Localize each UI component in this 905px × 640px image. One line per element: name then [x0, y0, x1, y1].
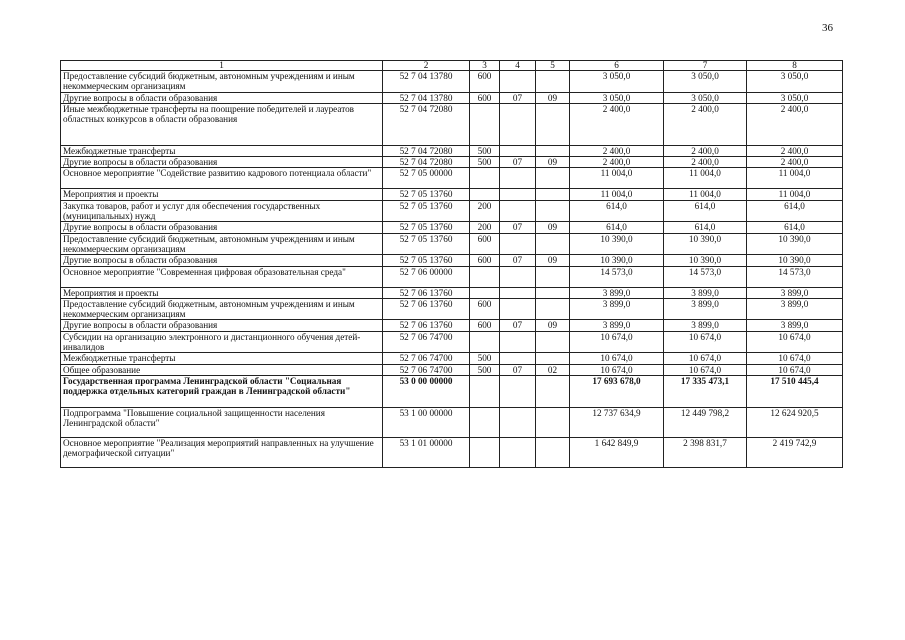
column-header-3: 3	[470, 61, 500, 71]
row-amount-col8: 14 573,0	[747, 266, 843, 287]
row-amount-col8: 12 624 920,5	[747, 407, 843, 437]
row-amount-col8: 3 899,0	[747, 320, 843, 331]
row-amount-col8: 10 674,0	[747, 364, 843, 375]
row-code: 52 7 06 13760	[383, 320, 470, 331]
row-name: Другие вопросы в области образования	[61, 92, 383, 103]
row-section	[500, 189, 536, 200]
row-section: 07	[500, 364, 536, 375]
row-amount-col6: 3 899,0	[570, 320, 664, 331]
row-amount-col8: 10 390,0	[747, 255, 843, 266]
table-row	[61, 222, 843, 233]
table-body	[61, 71, 843, 468]
row-subsection	[536, 200, 570, 222]
row-section	[500, 233, 536, 255]
row-name: Общее образование	[61, 364, 383, 375]
row-code: 52 7 05 13760	[383, 255, 470, 266]
row-name: Другие вопросы в области образования	[61, 255, 383, 266]
row-name: Субсидии на организацию электронного и дистанционного обучения детей-инвалидов	[61, 331, 383, 353]
row-subsection	[536, 407, 570, 437]
row-section: 07	[500, 320, 536, 331]
row-name: Основное мероприятие "Современная цифровая образовательная среда"	[61, 266, 383, 287]
row-amount-col8: 10 674,0	[747, 331, 843, 353]
row-subsection	[536, 287, 570, 298]
row-subsection	[536, 331, 570, 353]
row-code: 52 7 05 13760	[383, 200, 470, 222]
row-amount-col6: 3 050,0	[570, 92, 664, 103]
row-amount-col8: 3 050,0	[747, 71, 843, 93]
row-subsection	[536, 189, 570, 200]
table-row	[61, 189, 843, 200]
row-subsection	[536, 145, 570, 156]
header-row	[61, 61, 843, 71]
row-amount-col6: 2 400,0	[570, 103, 664, 145]
row-amount-col8: 2 400,0	[747, 157, 843, 168]
row-amount-col7: 10 390,0	[664, 255, 747, 266]
row-expense-type	[470, 375, 500, 407]
row-name: Иные межбюджетные трансферты на поощрение победителей и лауреатов областных конкурсов в области образования	[61, 103, 383, 145]
row-amount-col6: 10 390,0	[570, 255, 664, 266]
row-name: Межбюджетные трансферты	[61, 353, 383, 364]
column-header-5: 5	[536, 61, 570, 71]
row-section	[500, 103, 536, 145]
row-section: 07	[500, 222, 536, 233]
row-subsection: 09	[536, 157, 570, 168]
row-amount-col8: 2 419 742,9	[747, 437, 843, 467]
row-amount-col6: 3 899,0	[570, 287, 664, 298]
row-subsection: 09	[536, 92, 570, 103]
row-amount-col6: 10 674,0	[570, 353, 664, 364]
row-amount-col7: 2 398 831,7	[664, 437, 747, 467]
row-code: 52 7 06 74700	[383, 331, 470, 353]
row-section	[500, 287, 536, 298]
column-header-8: 8	[747, 61, 843, 71]
row-expense-type: 200	[470, 200, 500, 222]
row-amount-col7: 17 335 473,1	[664, 375, 747, 407]
column-header-7: 7	[664, 61, 747, 71]
row-amount-col6: 614,0	[570, 222, 664, 233]
row-subsection	[536, 353, 570, 364]
table-row	[61, 437, 843, 467]
table-row	[61, 233, 843, 255]
column-header-6: 6	[570, 61, 664, 71]
row-amount-col8: 3 899,0	[747, 298, 843, 320]
table-row	[61, 298, 843, 320]
row-code: 52 7 06 13760	[383, 298, 470, 320]
row-subsection	[536, 375, 570, 407]
row-code: 53 1 00 00000	[383, 407, 470, 437]
row-section: 07	[500, 92, 536, 103]
row-code: 53 0 00 00000	[383, 375, 470, 407]
row-subsection: 02	[536, 364, 570, 375]
row-code: 52 7 04 72080	[383, 157, 470, 168]
row-amount-col6: 2 400,0	[570, 157, 664, 168]
row-subsection	[536, 103, 570, 145]
table-row	[61, 168, 843, 189]
row-expense-type: 500	[470, 353, 500, 364]
row-expense-type: 600	[470, 298, 500, 320]
row-name: Другие вопросы в области образования	[61, 157, 383, 168]
table-row	[61, 287, 843, 298]
row-amount-col6: 17 693 678,0	[570, 375, 664, 407]
row-expense-type	[470, 437, 500, 467]
row-amount-col7: 10 674,0	[664, 353, 747, 364]
row-amount-col7: 3 050,0	[664, 71, 747, 93]
row-amount-col7: 2 400,0	[664, 157, 747, 168]
row-code: 52 7 06 74700	[383, 353, 470, 364]
row-amount-col7: 3 899,0	[664, 320, 747, 331]
row-amount-col8: 2 400,0	[747, 103, 843, 145]
table-row	[61, 103, 843, 145]
row-expense-type	[470, 266, 500, 287]
row-amount-col6: 1 642 849,9	[570, 437, 664, 467]
page-number: 36	[822, 22, 833, 34]
row-code: 52 7 05 13760	[383, 189, 470, 200]
row-subsection	[536, 298, 570, 320]
row-name: Другие вопросы в области образования	[61, 222, 383, 233]
row-code: 52 7 06 00000	[383, 266, 470, 287]
row-name: Государственная программа Ленинградской области "Социальная поддержка отдельных категорий граждан в Ленинградской области"	[61, 375, 383, 407]
row-section	[500, 145, 536, 156]
row-amount-col7: 12 449 798,2	[664, 407, 747, 437]
row-section	[500, 200, 536, 222]
row-code: 52 7 05 13760	[383, 222, 470, 233]
table-row	[61, 157, 843, 168]
row-code: 52 7 06 13760	[383, 287, 470, 298]
row-amount-col8: 10 674,0	[747, 353, 843, 364]
row-expense-type	[470, 407, 500, 437]
row-amount-col6: 3 050,0	[570, 71, 664, 93]
row-expense-type: 500	[470, 145, 500, 156]
row-amount-col6: 10 674,0	[570, 364, 664, 375]
row-name: Предоставление субсидий бюджетным, автономным учреждениям и иным некоммерческим организациям	[61, 233, 383, 255]
row-expense-type: 600	[470, 92, 500, 103]
row-expense-type	[470, 287, 500, 298]
row-amount-col7: 11 004,0	[664, 168, 747, 189]
row-name: Предоставление субсидий бюджетным, автономным учреждениям и иным некоммерческим организациям	[61, 298, 383, 320]
row-amount-col6: 11 004,0	[570, 189, 664, 200]
table-row	[61, 255, 843, 266]
table-row	[61, 145, 843, 156]
row-code: 52 7 05 13760	[383, 233, 470, 255]
column-header-4: 4	[500, 61, 536, 71]
row-code: 52 7 04 13780	[383, 92, 470, 103]
row-subsection: 09	[536, 222, 570, 233]
row-section	[500, 298, 536, 320]
table-row	[61, 200, 843, 222]
row-amount-col6: 14 573,0	[570, 266, 664, 287]
row-expense-type: 600	[470, 320, 500, 331]
row-amount-col7: 14 573,0	[664, 266, 747, 287]
row-code: 52 7 04 72080	[383, 103, 470, 145]
row-amount-col8: 3 899,0	[747, 287, 843, 298]
row-amount-col6: 10 390,0	[570, 233, 664, 255]
row-amount-col8: 10 390,0	[747, 233, 843, 255]
row-amount-col6: 10 674,0	[570, 331, 664, 353]
row-expense-type	[470, 168, 500, 189]
row-amount-col8: 17 510 445,4	[747, 375, 843, 407]
row-amount-col7: 2 400,0	[664, 103, 747, 145]
row-name: Основное мероприятие "Содействие развитию кадрового потенциала области"	[61, 168, 383, 189]
row-amount-col7: 10 674,0	[664, 331, 747, 353]
row-name: Межбюджетные трансферты	[61, 145, 383, 156]
row-expense-type: 600	[470, 255, 500, 266]
row-amount-col7: 614,0	[664, 222, 747, 233]
row-subsection	[536, 168, 570, 189]
row-section	[500, 353, 536, 364]
row-code: 53 1 01 00000	[383, 437, 470, 467]
row-section: 07	[500, 157, 536, 168]
row-amount-col8: 614,0	[747, 222, 843, 233]
row-code: 52 7 05 00000	[383, 168, 470, 189]
row-subsection: 09	[536, 320, 570, 331]
row-subsection	[536, 71, 570, 93]
row-amount-col7: 3 899,0	[664, 287, 747, 298]
row-amount-col7: 3 899,0	[664, 298, 747, 320]
column-header-2: 2	[383, 61, 470, 71]
row-subsection	[536, 437, 570, 467]
row-code: 52 7 06 74700	[383, 364, 470, 375]
row-expense-type: 600	[470, 233, 500, 255]
row-section	[500, 437, 536, 467]
row-subsection	[536, 266, 570, 287]
table-row	[61, 266, 843, 287]
table-row	[61, 364, 843, 375]
row-subsection	[536, 233, 570, 255]
row-amount-col7: 3 050,0	[664, 92, 747, 103]
row-amount-col7: 10 674,0	[664, 364, 747, 375]
row-expense-type	[470, 103, 500, 145]
row-amount-col6: 12 737 634,9	[570, 407, 664, 437]
table-row	[61, 353, 843, 364]
table-row	[61, 320, 843, 331]
row-amount-col8: 11 004,0	[747, 168, 843, 189]
row-expense-type: 600	[470, 71, 500, 93]
row-section	[500, 331, 536, 353]
table-row	[61, 331, 843, 353]
row-expense-type: 500	[470, 364, 500, 375]
row-expense-type	[470, 189, 500, 200]
row-section	[500, 407, 536, 437]
row-section	[500, 71, 536, 93]
column-header-1: 1	[61, 61, 383, 71]
row-name: Другие вопросы в области образования	[61, 320, 383, 331]
row-amount-col7: 11 004,0	[664, 189, 747, 200]
row-name: Мероприятия и проекты	[61, 189, 383, 200]
row-code: 52 7 04 13780	[383, 71, 470, 93]
row-section	[500, 375, 536, 407]
row-name: Предоставление субсидий бюджетным, автономным учреждениям и иным некоммерческим организациям	[61, 71, 383, 93]
row-amount-col7: 614,0	[664, 200, 747, 222]
table-row	[61, 407, 843, 437]
row-name: Мероприятия и проекты	[61, 287, 383, 298]
row-expense-type: 500	[470, 157, 500, 168]
row-amount-col6: 2 400,0	[570, 145, 664, 156]
row-name: Подпрограмма "Повышение социальной защищенности населения Ленинградской области"	[61, 407, 383, 437]
row-subsection: 09	[536, 255, 570, 266]
row-amount-col7: 10 390,0	[664, 233, 747, 255]
row-name: Основное мероприятие "Реализация мероприятий направленных на улучшение демографической ситуации"	[61, 437, 383, 467]
row-amount-col8: 614,0	[747, 200, 843, 222]
row-amount-col8: 11 004,0	[747, 189, 843, 200]
row-section: 07	[500, 255, 536, 266]
row-code: 52 7 04 72080	[383, 145, 470, 156]
row-amount-col6: 3 899,0	[570, 298, 664, 320]
row-name: Закупка товаров, работ и услуг для обеспечения государственных (муниципальных) нужд	[61, 200, 383, 222]
row-amount-col6: 11 004,0	[570, 168, 664, 189]
budget-table	[60, 60, 843, 468]
budget-table-container	[60, 60, 842, 468]
table-row	[61, 71, 843, 93]
row-expense-type: 200	[470, 222, 500, 233]
row-section	[500, 266, 536, 287]
row-amount-col8: 3 050,0	[747, 92, 843, 103]
row-amount-col8: 2 400,0	[747, 145, 843, 156]
table-row	[61, 375, 843, 407]
row-amount-col7: 2 400,0	[664, 145, 747, 156]
row-amount-col6: 614,0	[570, 200, 664, 222]
row-expense-type	[470, 331, 500, 353]
table-row	[61, 92, 843, 103]
row-section	[500, 168, 536, 189]
